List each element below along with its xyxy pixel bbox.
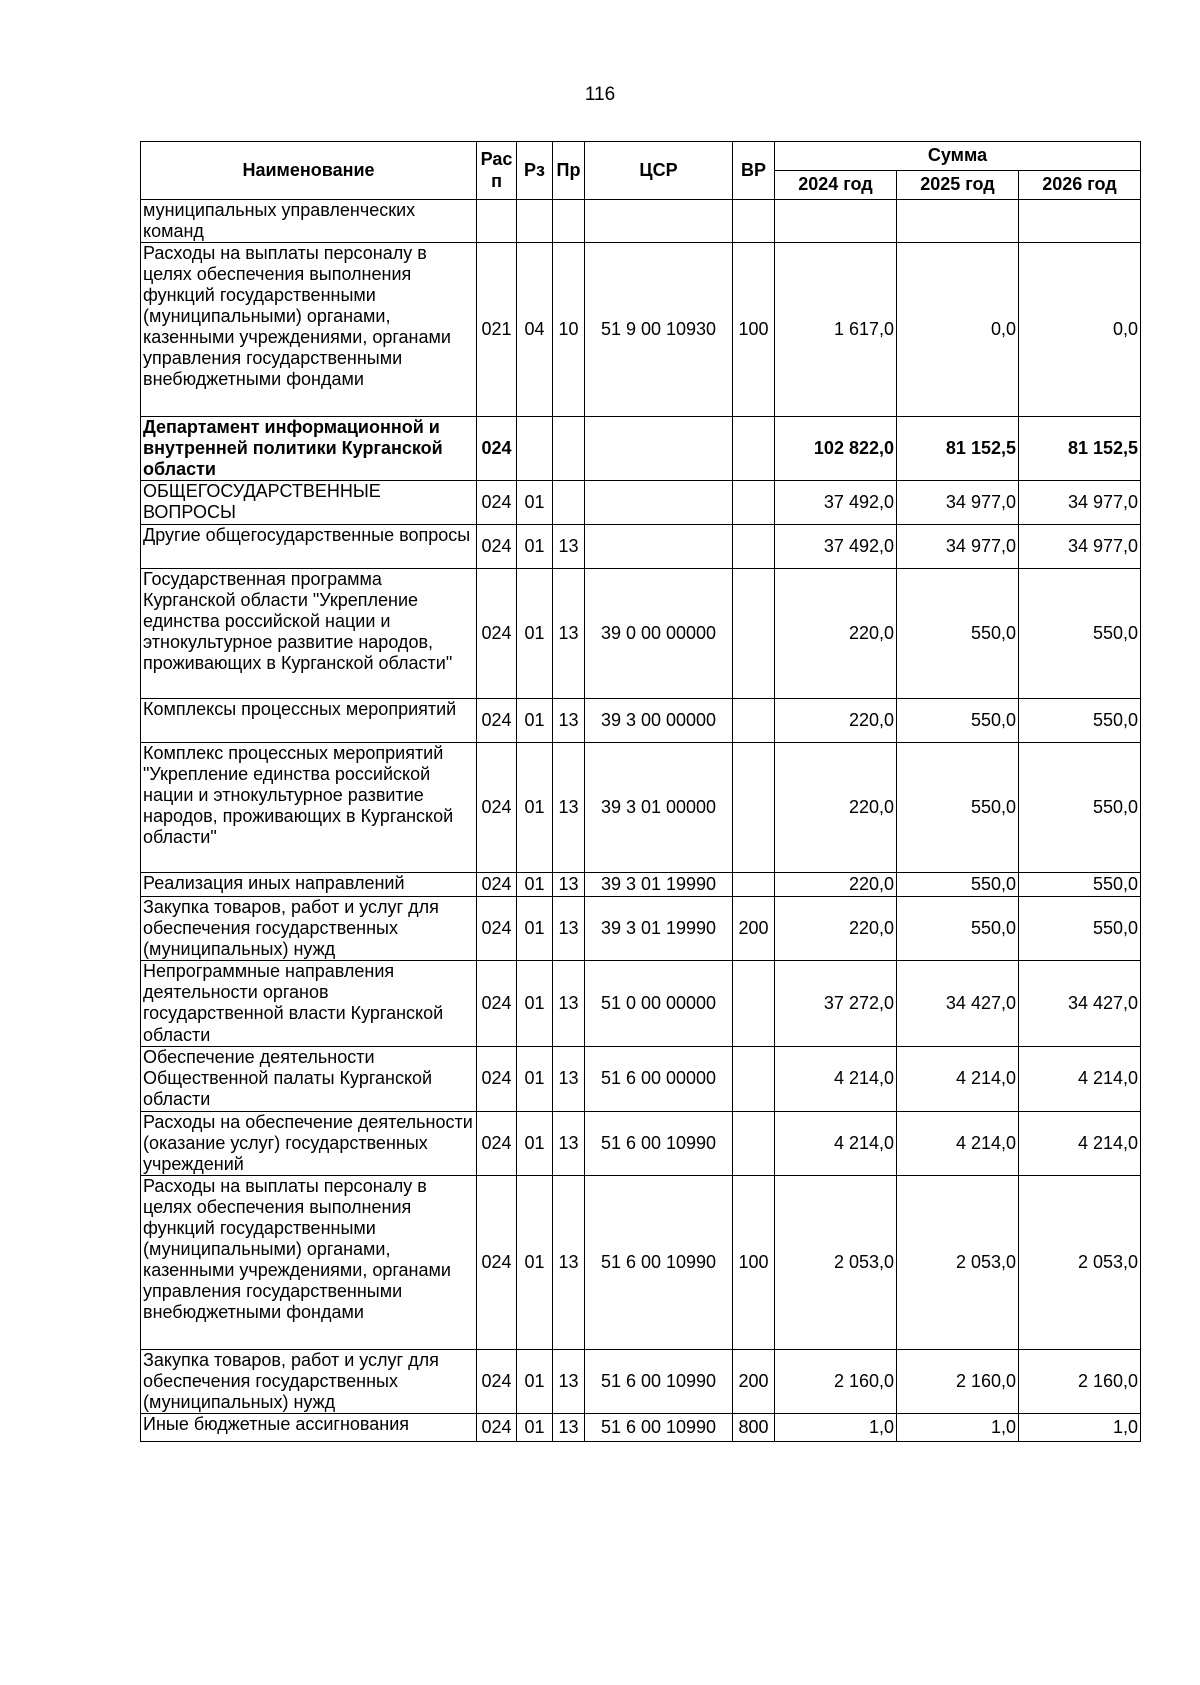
row-sum-2026: 4 214,0 — [1019, 1047, 1141, 1111]
row-rz: 01 — [517, 481, 553, 525]
row-pr — [553, 417, 585, 481]
table-row — [141, 200, 1141, 243]
row-rasp: 021 — [477, 243, 517, 417]
row-name: Расходы на выплаты персоналу в целях обеспечения выполнения функций государственными (муниципальными) органами, казенными учреждениями, органами управления государственными внебюджетными фондами — [141, 243, 477, 417]
row-sum-2024: 1,0 — [775, 1413, 897, 1441]
row-vr — [733, 961, 775, 1047]
row-rasp: 024 — [477, 873, 517, 897]
row-sum-2025: 4 214,0 — [897, 1111, 1019, 1175]
row-rasp: 024 — [477, 481, 517, 525]
header-csr: ЦСР — [585, 142, 733, 200]
row-rz — [517, 417, 553, 481]
row-pr: 13 — [553, 1111, 585, 1175]
table-row — [141, 699, 1141, 743]
row-sum-2025: 4 214,0 — [897, 1047, 1019, 1111]
row-rz: 01 — [517, 525, 553, 569]
row-sum-2026: 550,0 — [1019, 699, 1141, 743]
row-sum-2026: 2 053,0 — [1019, 1175, 1141, 1349]
table-row — [141, 1349, 1141, 1413]
row-sum-2024: 37 272,0 — [775, 961, 897, 1047]
row-sum-2024: 220,0 — [775, 699, 897, 743]
row-sum-2024: 37 492,0 — [775, 481, 897, 525]
table-row — [141, 961, 1141, 1047]
header-name: Наименование — [141, 142, 477, 200]
row-rz: 01 — [517, 743, 553, 873]
row-pr: 13 — [553, 569, 585, 699]
row-name: Другие общегосударственные вопросы — [141, 525, 477, 569]
row-sum-2024: 37 492,0 — [775, 525, 897, 569]
row-vr: 100 — [733, 1175, 775, 1349]
row-name: Государственная программа Курганской области "Укрепление единства российской нации и этнокультурное развитие народов, проживающих в Курганской области" — [141, 569, 477, 699]
row-rasp: 024 — [477, 1111, 517, 1175]
row-vr — [733, 417, 775, 481]
row-sum-2025 — [897, 200, 1019, 243]
row-sum-2026: 2 160,0 — [1019, 1349, 1141, 1413]
row-csr — [585, 481, 733, 525]
row-rz: 01 — [517, 961, 553, 1047]
row-rz: 01 — [517, 873, 553, 897]
header-sum: Сумма — [775, 142, 1141, 171]
row-rasp: 024 — [477, 699, 517, 743]
row-name: Расходы на выплаты персоналу в целях обеспечения выполнения функций государственными (муниципальными) органами, казенными учреждениями, органами управления государственными внебюджетными фондами — [141, 1175, 477, 1349]
row-sum-2024: 2 053,0 — [775, 1175, 897, 1349]
row-sum-2025: 34 427,0 — [897, 961, 1019, 1047]
row-vr — [733, 873, 775, 897]
row-csr: 39 3 01 00000 — [585, 743, 733, 873]
row-csr — [585, 525, 733, 569]
row-vr — [733, 1047, 775, 1111]
row-csr — [585, 200, 733, 243]
row-sum-2025: 34 977,0 — [897, 525, 1019, 569]
row-csr: 51 0 00 00000 — [585, 961, 733, 1047]
row-sum-2024: 220,0 — [775, 897, 897, 961]
row-sum-2024: 4 214,0 — [775, 1111, 897, 1175]
row-csr: 51 6 00 10990 — [585, 1413, 733, 1441]
row-pr: 13 — [553, 1413, 585, 1441]
table-row — [141, 525, 1141, 569]
page-number: 116 — [584, 84, 616, 105]
row-csr: 51 6 00 10990 — [585, 1111, 733, 1175]
table-row — [141, 873, 1141, 897]
row-pr: 13 — [553, 525, 585, 569]
row-rz: 01 — [517, 1413, 553, 1441]
row-rz: 01 — [517, 569, 553, 699]
row-rasp: 024 — [477, 743, 517, 873]
row-sum-2026: 34 977,0 — [1019, 525, 1141, 569]
row-sum-2026: 550,0 — [1019, 569, 1141, 699]
row-rasp: 024 — [477, 417, 517, 481]
table-row — [141, 897, 1141, 961]
header-pr: Пр — [553, 142, 585, 200]
row-name: Закупка товаров, работ и услуг для обеспечения государственных (муниципальных) нужд — [141, 1349, 477, 1413]
row-sum-2024: 220,0 — [775, 743, 897, 873]
row-csr: 39 3 00 00000 — [585, 699, 733, 743]
row-rasp: 024 — [477, 1175, 517, 1349]
table-row — [141, 569, 1141, 699]
row-rasp: 024 — [477, 525, 517, 569]
row-rasp: 024 — [477, 1413, 517, 1441]
row-pr — [553, 481, 585, 525]
header-year-2025: 2025 год — [897, 171, 1019, 200]
row-sum-2025: 550,0 — [897, 569, 1019, 699]
row-csr: 51 6 00 10990 — [585, 1175, 733, 1349]
row-sum-2026: 81 152,5 — [1019, 417, 1141, 481]
row-sum-2025: 34 977,0 — [897, 481, 1019, 525]
row-pr: 13 — [553, 1349, 585, 1413]
row-sum-2024: 1 617,0 — [775, 243, 897, 417]
row-name: Обеспечение деятельности Общественной палаты Курганской области — [141, 1047, 477, 1111]
row-vr: 100 — [733, 243, 775, 417]
row-sum-2026: 1,0 — [1019, 1413, 1141, 1441]
row-csr: 39 3 01 19990 — [585, 897, 733, 961]
table-body — [141, 200, 1141, 1442]
row-vr — [733, 481, 775, 525]
row-name: Непрограммные направления деятельности органов государственной власти Курганской области — [141, 961, 477, 1047]
row-name: ОБЩЕГОСУДАРСТВЕННЫЕ ВОПРОСЫ — [141, 481, 477, 525]
row-name: Иные бюджетные ассигнования — [141, 1413, 477, 1441]
row-name: Закупка товаров, работ и услуг для обеспечения государственных (муниципальных) нужд — [141, 897, 477, 961]
row-rz: 04 — [517, 243, 553, 417]
budget-table — [140, 141, 1141, 1442]
row-name: Департамент информационной и внутренней политики Курганской области — [141, 417, 477, 481]
row-csr: 51 6 00 10990 — [585, 1349, 733, 1413]
table-row — [141, 417, 1141, 481]
row-vr: 800 — [733, 1413, 775, 1441]
row-sum-2026: 4 214,0 — [1019, 1111, 1141, 1175]
row-sum-2026: 34 977,0 — [1019, 481, 1141, 525]
row-sum-2024 — [775, 200, 897, 243]
row-csr — [585, 417, 733, 481]
row-pr: 13 — [553, 699, 585, 743]
table-row — [141, 481, 1141, 525]
row-csr: 39 0 00 00000 — [585, 569, 733, 699]
table-row — [141, 243, 1141, 417]
row-sum-2025: 0,0 — [897, 243, 1019, 417]
row-name: Комплекс процессных мероприятий "Укрепление единства российской нации и этнокультурное развитие народов, проживающих в Курганской области" — [141, 743, 477, 873]
row-pr: 13 — [553, 897, 585, 961]
row-vr — [733, 699, 775, 743]
row-pr: 13 — [553, 1047, 585, 1111]
row-sum-2025: 2 053,0 — [897, 1175, 1019, 1349]
row-vr — [733, 200, 775, 243]
row-name: муниципальных управленческих команд — [141, 200, 477, 243]
row-rasp: 024 — [477, 569, 517, 699]
row-sum-2024: 4 214,0 — [775, 1047, 897, 1111]
row-rz: 01 — [517, 1111, 553, 1175]
row-vr: 200 — [733, 897, 775, 961]
row-sum-2026: 550,0 — [1019, 743, 1141, 873]
table-row — [141, 1175, 1141, 1349]
row-sum-2025: 2 160,0 — [897, 1349, 1019, 1413]
table-row — [141, 743, 1141, 873]
row-sum-2025: 550,0 — [897, 743, 1019, 873]
header-rz: Рз — [517, 142, 553, 200]
table-row — [141, 1111, 1141, 1175]
row-vr: 200 — [733, 1349, 775, 1413]
table-row — [141, 1047, 1141, 1111]
row-vr — [733, 569, 775, 699]
row-rasp: 024 — [477, 897, 517, 961]
row-pr: 13 — [553, 873, 585, 897]
row-csr: 51 6 00 00000 — [585, 1047, 733, 1111]
row-rasp: 024 — [477, 1047, 517, 1111]
row-rz — [517, 200, 553, 243]
row-sum-2026 — [1019, 200, 1141, 243]
row-sum-2024: 220,0 — [775, 873, 897, 897]
row-sum-2025: 550,0 — [897, 699, 1019, 743]
row-csr: 39 3 01 19990 — [585, 873, 733, 897]
header-year-2024: 2024 год — [775, 171, 897, 200]
row-sum-2024: 2 160,0 — [775, 1349, 897, 1413]
row-sum-2026: 0,0 — [1019, 243, 1141, 417]
row-sum-2025: 550,0 — [897, 873, 1019, 897]
row-sum-2024: 220,0 — [775, 569, 897, 699]
row-sum-2025: 81 152,5 — [897, 417, 1019, 481]
row-pr: 13 — [553, 1175, 585, 1349]
row-rz: 01 — [517, 1047, 553, 1111]
row-rz: 01 — [517, 1175, 553, 1349]
row-sum-2026: 550,0 — [1019, 873, 1141, 897]
row-pr: 10 — [553, 243, 585, 417]
row-sum-2026: 34 427,0 — [1019, 961, 1141, 1047]
row-name: Расходы на обеспечение деятельности (оказание услуг) государственных учреждений — [141, 1111, 477, 1175]
header-rasp: Рас п — [477, 142, 517, 200]
table-row — [141, 1413, 1141, 1441]
row-rasp — [477, 200, 517, 243]
row-sum-2025: 550,0 — [897, 897, 1019, 961]
row-rz: 01 — [517, 897, 553, 961]
row-sum-2025: 1,0 — [897, 1413, 1019, 1441]
table-header — [141, 142, 1141, 200]
row-name: Реализация иных направлений — [141, 873, 477, 897]
row-csr: 51 9 00 10930 — [585, 243, 733, 417]
row-rasp: 024 — [477, 1349, 517, 1413]
row-pr — [553, 200, 585, 243]
row-sum-2024: 102 822,0 — [775, 417, 897, 481]
row-sum-2026: 550,0 — [1019, 897, 1141, 961]
row-vr — [733, 743, 775, 873]
header-year-2026: 2026 год — [1019, 171, 1141, 200]
row-name: Комплексы процессных мероприятий — [141, 699, 477, 743]
row-vr — [733, 1111, 775, 1175]
header-vr: ВР — [733, 142, 775, 200]
row-rz: 01 — [517, 699, 553, 743]
row-rasp: 024 — [477, 961, 517, 1047]
row-pr: 13 — [553, 961, 585, 1047]
row-vr — [733, 525, 775, 569]
row-rz: 01 — [517, 1349, 553, 1413]
row-pr: 13 — [553, 743, 585, 873]
